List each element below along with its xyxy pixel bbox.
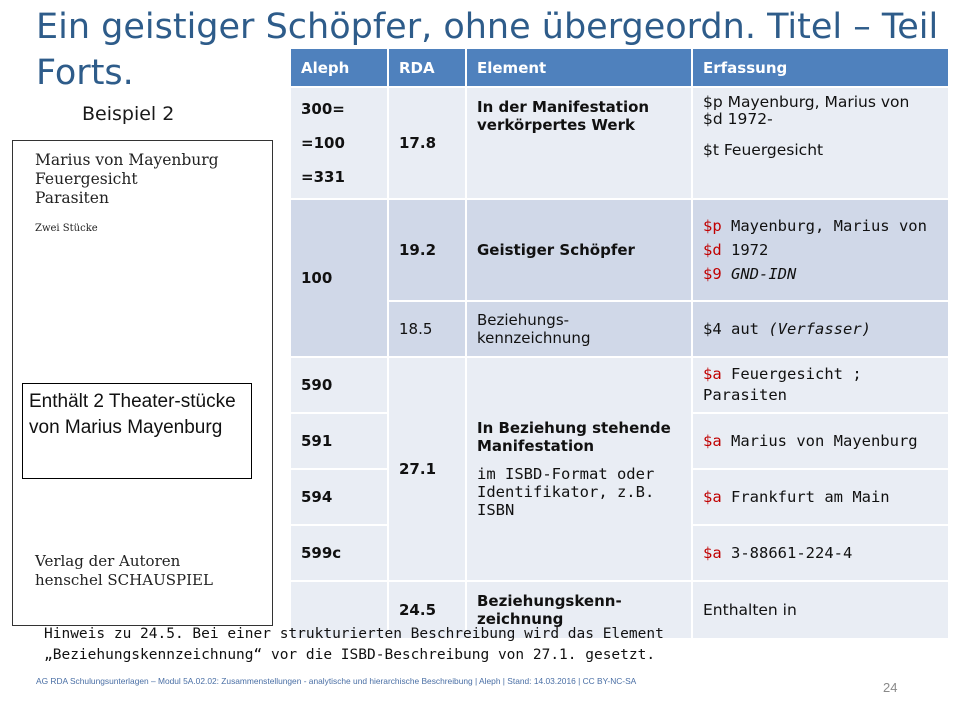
subfield-value: (Verfasser) (768, 320, 871, 338)
cell-erfassung (692, 199, 949, 301)
cell-aleph: 594 (290, 469, 388, 525)
aleph-field: 300= (301, 100, 345, 118)
header-aleph: Aleph (290, 48, 388, 87)
hint-line: Hinweis zu 24.5. Bei einer strukturierten Beschreibung wird das Element (44, 626, 664, 642)
erfassung-line: $d 1972- (703, 110, 773, 128)
header-element: Element (466, 48, 692, 87)
cell-erfassung (692, 87, 949, 199)
cell-aleph: 591 (290, 413, 388, 469)
element-note: im ISBD-Format oder Identifikator, z.B. ISBN (477, 465, 655, 519)
subfield-value: Mayenburg, Marius von (721, 217, 927, 235)
marc-field-table (289, 47, 950, 640)
cell-rda: 17.8 (388, 87, 466, 199)
erfassung-line: $p Mayenburg, Marius von (703, 93, 910, 111)
cell-element: In der Manifestation verkörpertes Werk (466, 87, 692, 199)
aleph-field: =100 (301, 134, 345, 152)
cell-rda: 24.5 (388, 581, 466, 639)
book-title-block (35, 151, 219, 208)
cell-erfassung (692, 357, 949, 413)
footer-text: AG RDA Schulungsunterlagen – Modul 5A.02.02: Zusammenstellungen - analytische und hierarchische Beschreibung | Aleph | Stand: 14.03.2016 | CC BY-NC-SA (36, 676, 637, 686)
hint-text (44, 624, 924, 666)
erfassung-line (703, 262, 938, 286)
element-label: In Beziehung stehende Manifestation (477, 419, 671, 455)
table-row (290, 199, 949, 301)
subfield-code: $a (703, 488, 722, 506)
subfield-code: $4 aut (703, 320, 759, 338)
aleph-field: =331 (301, 168, 345, 186)
subfield-code: $a (703, 544, 722, 562)
subfield-value: Marius von Mayenburg (721, 431, 918, 450)
cell-aleph (290, 87, 388, 199)
subfield-value: 1972 (721, 241, 769, 259)
book-publisher-2: henschel SCHAUSPIEL (35, 571, 213, 589)
header-rda: RDA (388, 48, 466, 87)
cell-rda: 18.5 (388, 301, 466, 357)
subfield-code: $a (703, 431, 722, 450)
cell-erfassung (692, 525, 949, 581)
cell-element: Geistiger Schöpfer (466, 199, 692, 301)
table-header-row (290, 48, 949, 87)
table-row (290, 357, 949, 413)
erfassung-line (703, 238, 938, 262)
example-label: Beispiel 2 (82, 103, 175, 125)
subfield-value: 3-88661-224-4 (721, 544, 853, 562)
table-row (290, 87, 949, 199)
slide-title: Ein geistiger Schöpfer, ohne übergeordn. Titel – Teil Forts. (36, 7, 939, 93)
cell-erfassung (692, 413, 949, 469)
hint-line: „Beziehungskennzeichnung“ vor die ISBD-Beschreibung von 27.1. gesetzt. (44, 647, 656, 663)
cell-element: Beziehungs-kennzeichnung (466, 301, 692, 357)
book-subtitle: Zwei Stücke (35, 223, 98, 234)
erfassung-line (703, 214, 938, 238)
cell-aleph: 599c (290, 525, 388, 581)
table-row (290, 301, 949, 357)
subfield-code: $a (703, 365, 722, 383)
subfield-code: $p (703, 217, 722, 235)
subfield-value: Frankfurt am Main (721, 488, 890, 506)
subfield-code: $d (703, 241, 722, 259)
book-title-2: Parasiten (35, 189, 109, 207)
cell-element: Beziehungskenn-zeichnung (466, 581, 692, 639)
header-erfassung: Erfassung (692, 48, 949, 87)
page-number: 24 (883, 680, 898, 695)
cell-rda: 27.1 (388, 357, 466, 581)
cell-aleph: 100 (290, 199, 388, 357)
contents-note: Enthält 2 Theater-stücke von Marius Mayenburg (22, 383, 252, 479)
erfassung-line: $t Feuergesicht (703, 141, 824, 159)
book-publisher-1: Verlag der Autoren (35, 552, 181, 570)
cell-erfassung (692, 469, 949, 525)
cell-erfassung: Enthalten in (692, 581, 949, 639)
subfield-value: GND-IDN (731, 265, 797, 283)
cell-erfassung (692, 301, 949, 357)
cell-rda: 19.2 (388, 199, 466, 301)
subfield-value: Feuergesicht ; Parasiten (703, 365, 862, 404)
book-publisher-block (35, 552, 213, 590)
subfield-code: $9 (703, 265, 722, 283)
cell-element (466, 357, 692, 581)
cell-aleph: 590 (290, 357, 388, 413)
book-title-1: Feuergesicht (35, 170, 138, 188)
book-author: Marius von Mayenburg (35, 151, 219, 169)
